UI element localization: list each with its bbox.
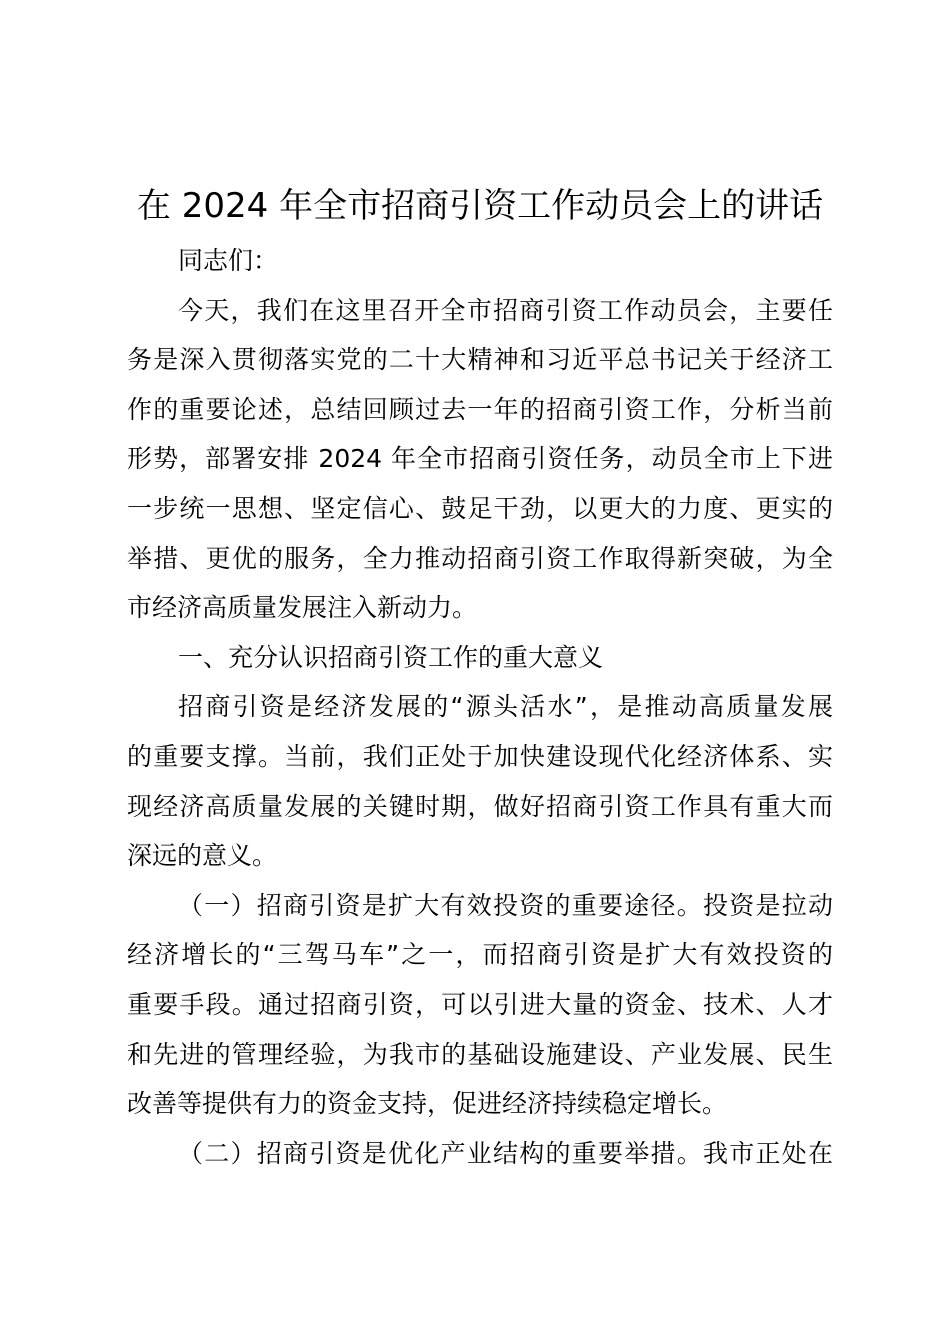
greeting: 同志们： [178,246,279,275]
paragraph-significance [127,682,833,880]
paragraph-line: 务是深入贯彻落实党的二十大精神和习近平总书记关于经济工 [127,345,833,375]
paragraph-line: 深远的意义。 [127,841,278,871]
paragraph-line: 形势，部署安排 2024 年全市招商引资任务，动员全市上下进 [127,444,833,474]
paragraph-line: 一步统一思想、坚定信心、鼓足干劲，以更大的力度、更实的 [127,493,833,523]
paragraph-line: 重要手段。通过招商引资，可以引进大量的资金、技术、人才 [127,989,833,1019]
paragraph-point-1 [127,881,833,1129]
document-body [127,236,833,1178]
paragraph-line: 和先进的管理经验，为我市的基础设施建设、产业发展、民生 [127,1039,833,1069]
paragraph-line: 举措、更优的服务，全力推动招商引资工作取得新突破，为全 [127,543,833,573]
document-title: 在 2024 年全市招商引资工作动员会上的讲话 [136,186,824,226]
paragraph-line: 作的重要论述，总结回顾过去一年的招商引资工作，分析当前 [127,394,833,424]
paragraph-line: 改善等提供有力的资金支持，促进经济持续稳定增长。 [127,1089,728,1119]
paragraph-line: 现经济高质量发展的关键时期，做好招商引资工作具有重大而 [127,791,833,821]
paragraph-point-2 [127,1129,833,1179]
section-heading: 一、充分认识招商引资工作的重大意义 [178,642,604,672]
paragraph-line: 今天，我们在这里召开全市招商引资工作动员会，主要任 [178,295,833,325]
paragraph-line: 招商引资是经济发展的“源头活水”，是推动高质量发展 [178,692,833,722]
paragraph-intro [127,286,833,633]
paragraph-line: 的重要支撑。当前，我们正处于加快建设现代化经济体系、实 [127,741,833,771]
paragraph-line: （二）招商引资是优化产业结构的重要举措。我市正处在 [178,1138,833,1168]
paragraph-line: 市经济高质量发展注入新动力。 [127,593,478,623]
paragraph-line: 经济增长的“三驾马车”之一，而招商引资是扩大有效投资的 [127,940,833,970]
section-heading-1 [127,633,833,683]
paragraph-line: （一）招商引资是扩大有效投资的重要途径。投资是拉动 [178,890,833,920]
